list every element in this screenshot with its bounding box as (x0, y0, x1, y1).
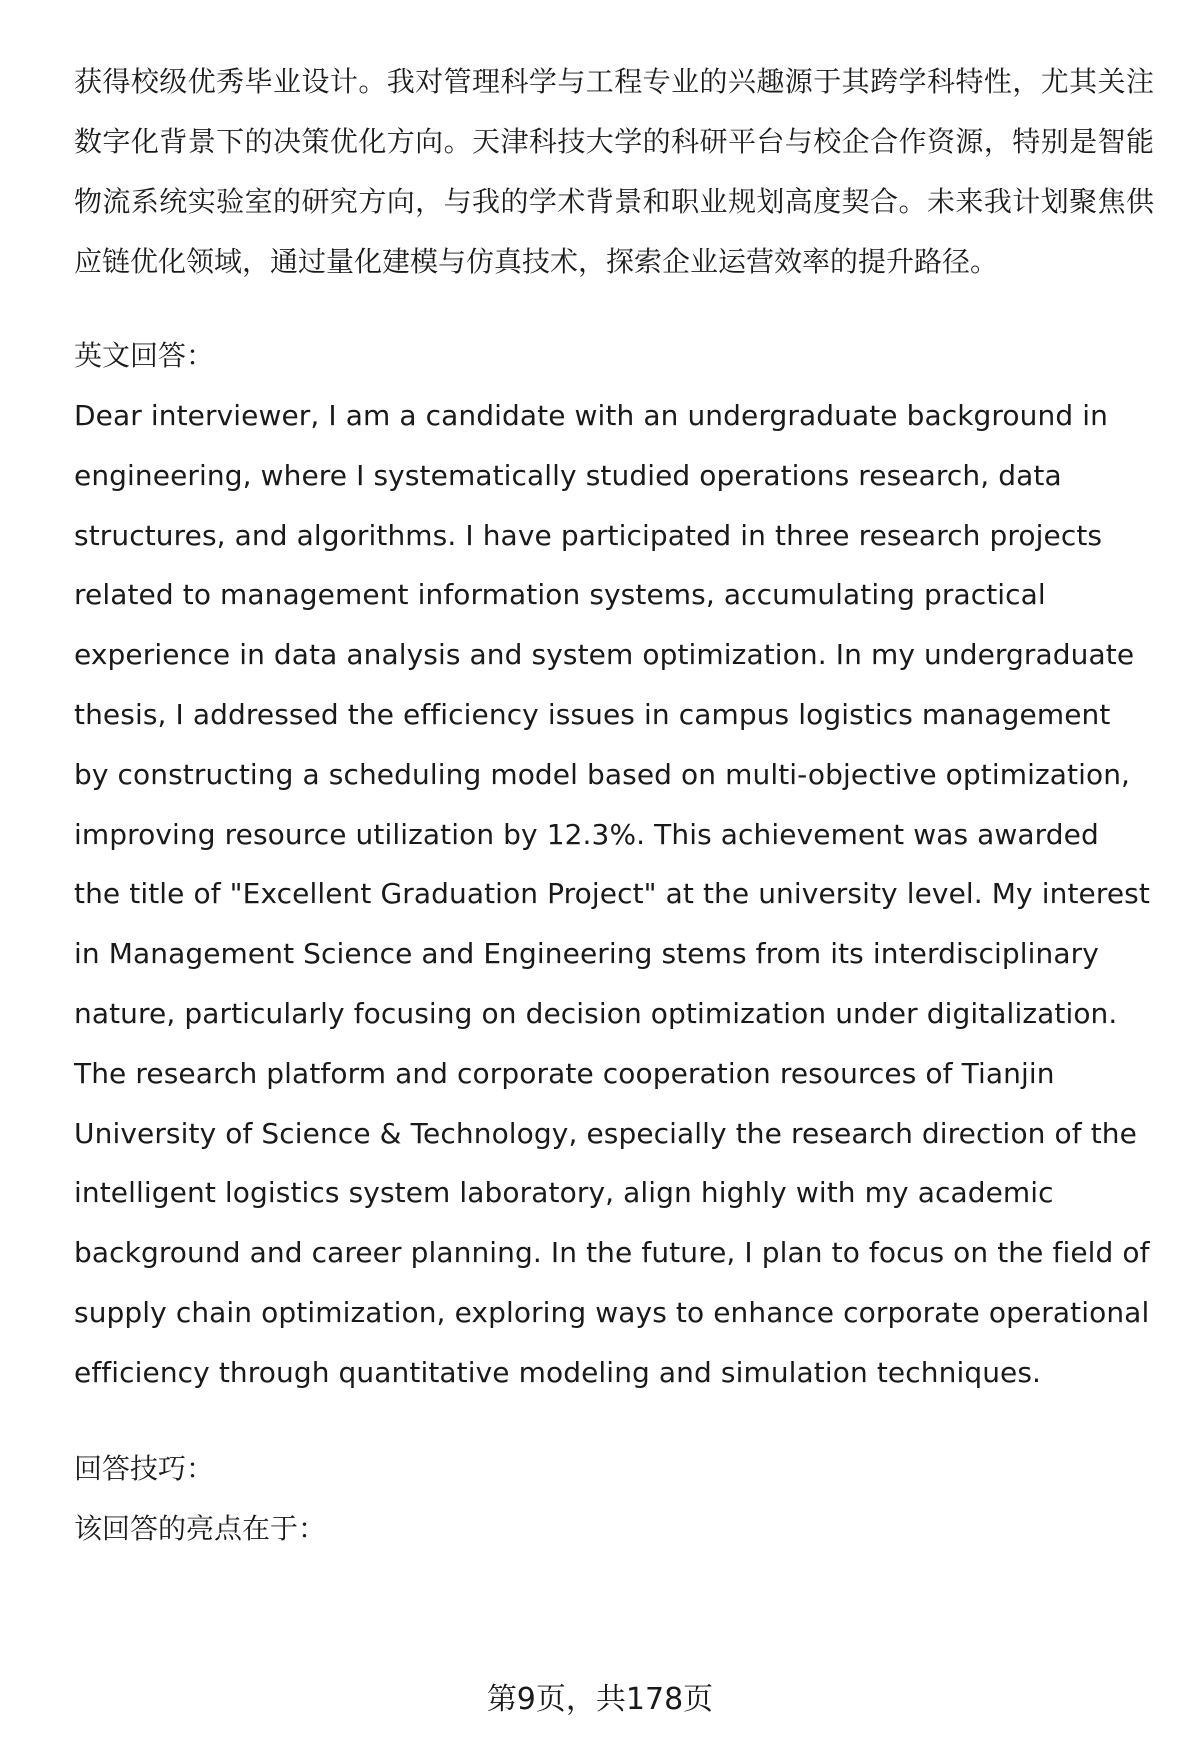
answer-tips-label: 回答技巧： (74, 1451, 215, 1485)
chinese-answer-paragraph: 获得校级优秀毕业设计。我对管理科学与工程专业的兴趣源于其跨学科特性，尤其关注数字化背景下的决策优化方向。天津科技大学的科研平台与校企合作资源，特别是智能物流系统实验室的研究方向，与我的学术背景和职业规划高度契合。未来我计划聚焦供应链优化领域，通过量化建模与仿真技术，探索企业运营效率的提升路径。 (74, 65, 1154, 278)
page-content (74, 52, 1154, 1559)
english-answer-label: 英文回答： (74, 339, 215, 372)
page-number-footer: 第9页，共178页 (486, 1682, 714, 1717)
english-answer-paragraph: Dear interviewer, I am a candidate with an undergraduate background in engineering, where I systematically studied operations research, data structures, and algorithms. I have participated in three research projects related to management information systems, accumulating practical experience in data analysis and system optimization. In my undergraduate thesis, I addressed the efficiency issues in campus logistics management by constructing a scheduling model based on multi-objective optimization, improving resource utilization by 12.3%. This achievement was awarded the title of "Excellent Graduation Project" at the university level. My interest in Management Science and Engineering stems from its interdisciplinary nature, particularly focusing on decision optimization under digitalization. The research platform and corporate cooperation resources of Tianjin University of Science & Technology, especially the research direction of the intelligent logistics system laboratory, align highly with my academic background and career planning. In the future, I plan to focus on the field of supply chain optimization, exploring ways to enhance corporate operational efficiency through quantitative modeling and simulation techniques. (74, 399, 1150, 1389)
highlights-label: 该回答的亮点在于： (74, 1511, 327, 1545)
